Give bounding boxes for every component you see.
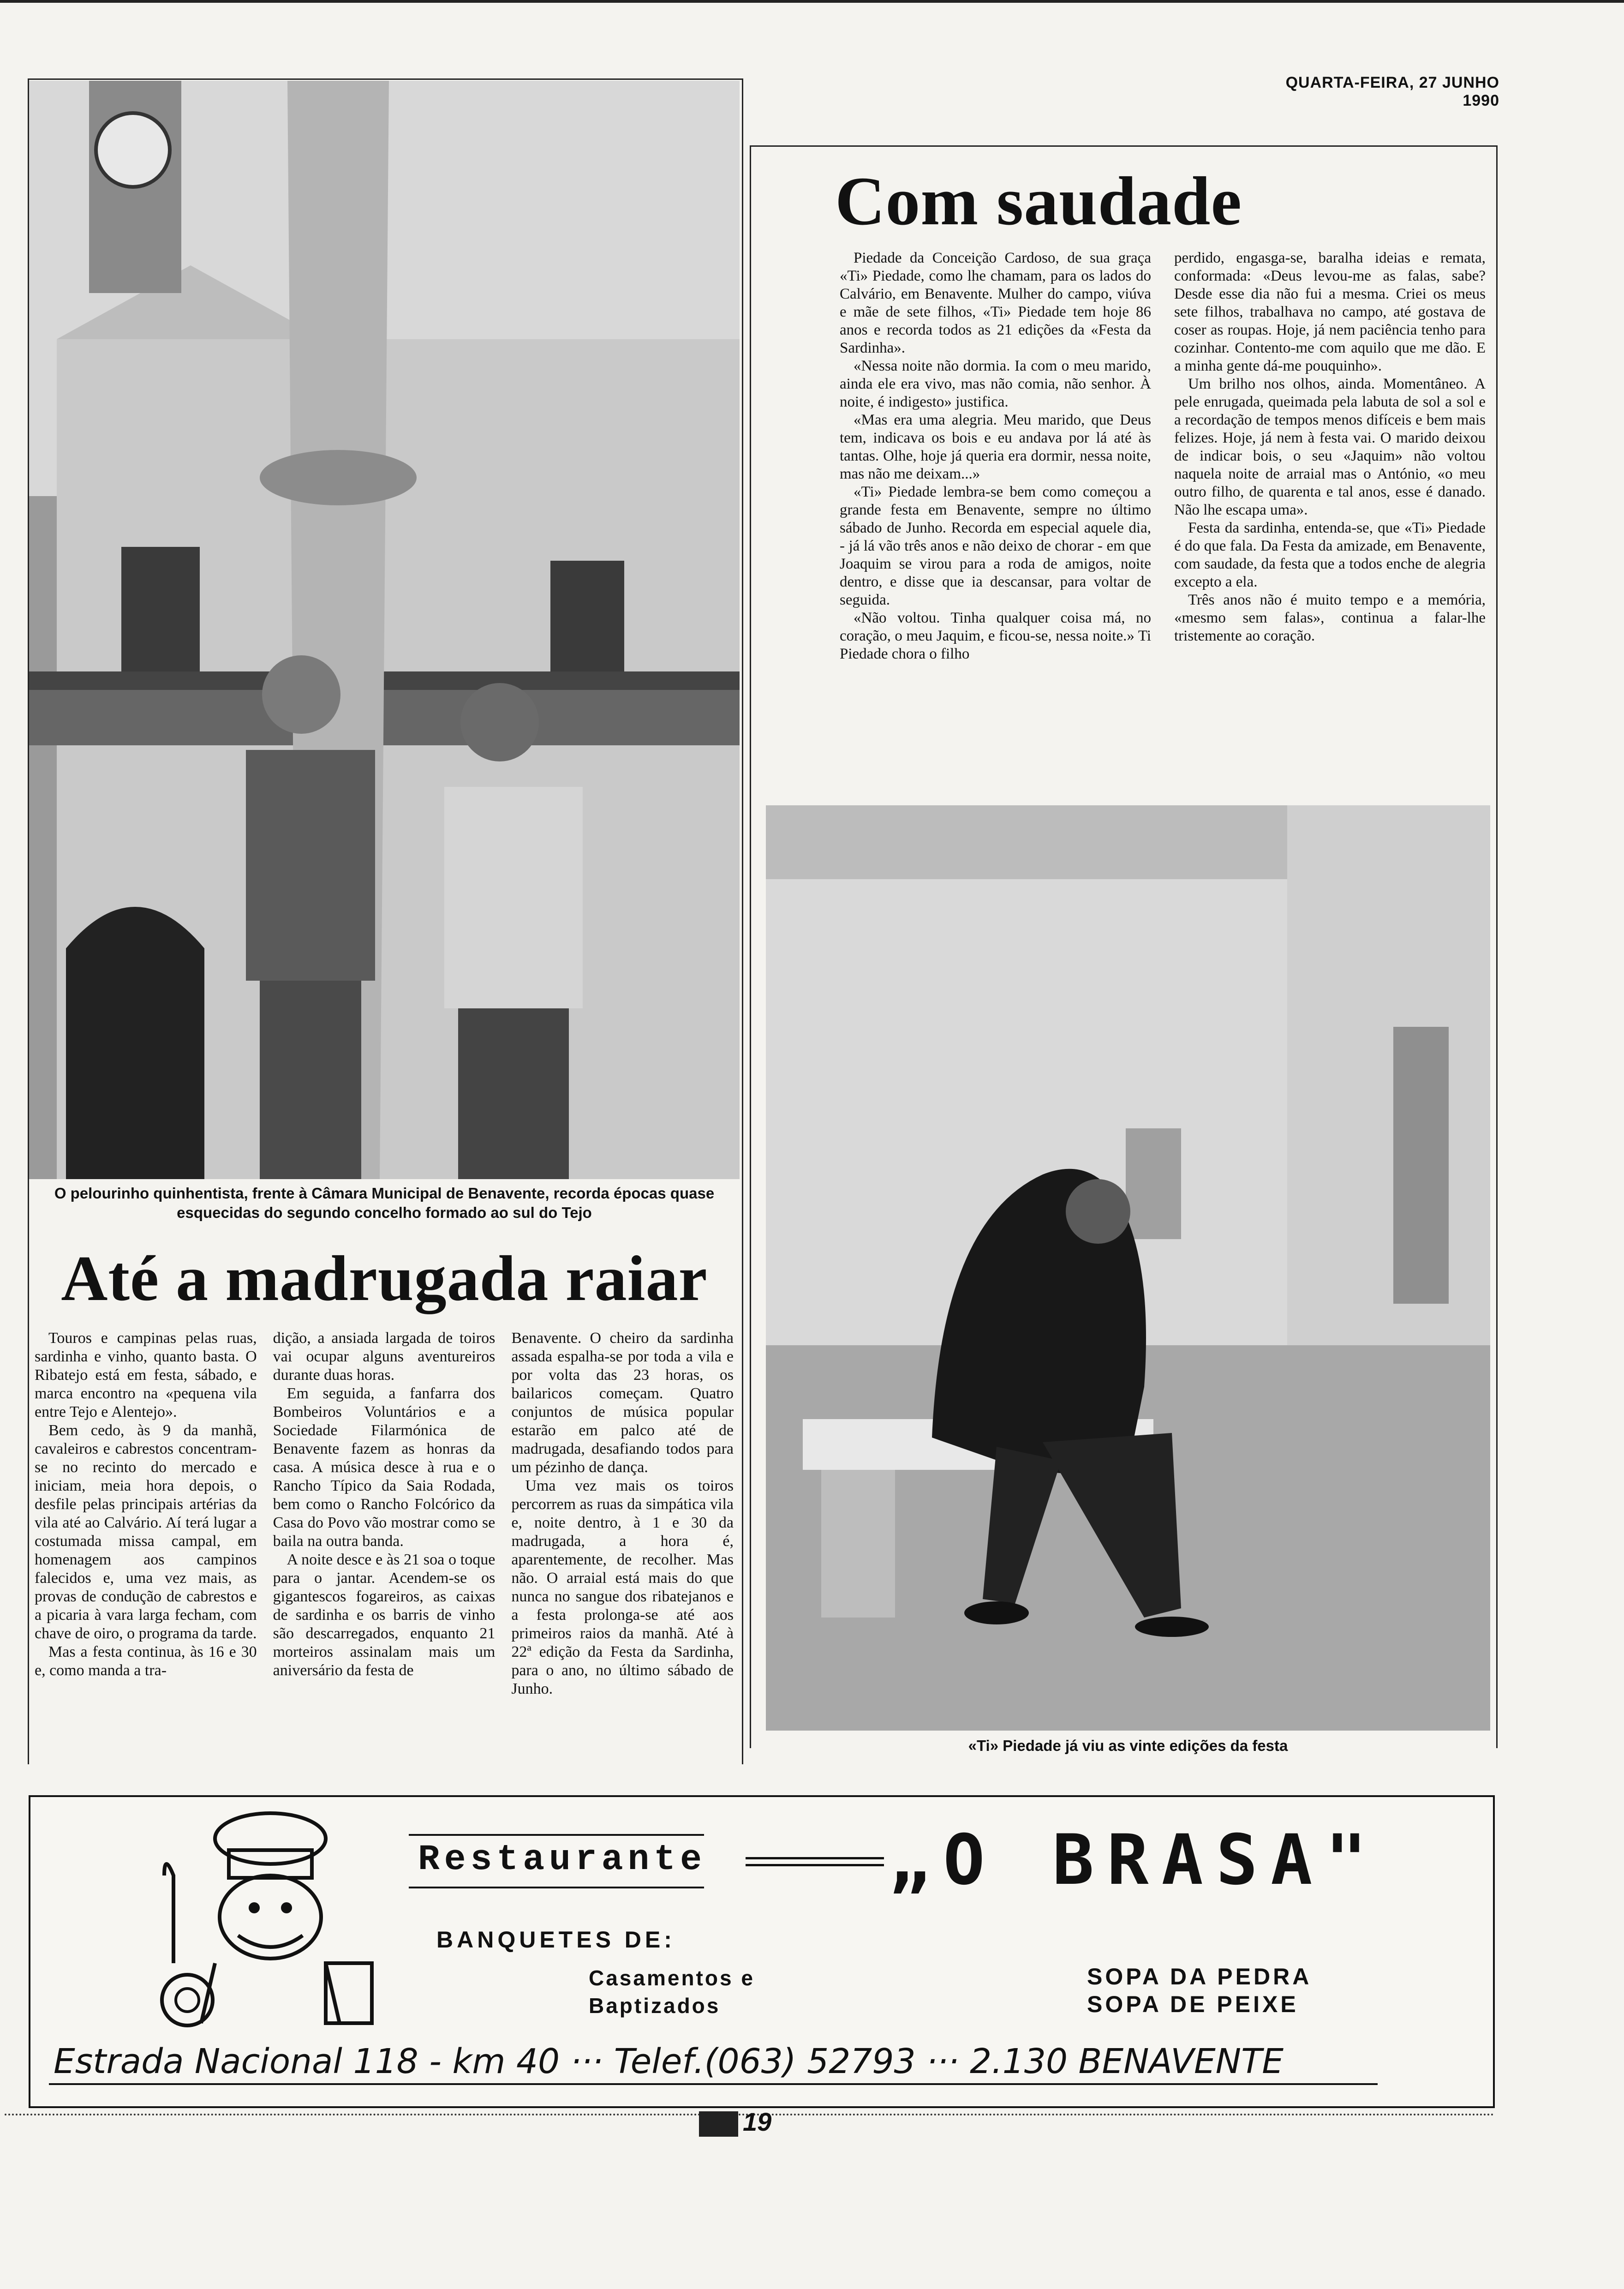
advert-address-rule	[49, 2083, 1378, 2085]
left-column-2	[273, 1329, 496, 1698]
left-headline: Até a madrugada raiar	[61, 1243, 708, 1314]
paragraph: Festa da sardinha, entenda-se, que «Ti» Piedade é do que fala. Da Festa da amizade, em Benavente, com saudade, da festa que a todos enche de alegria excepto a ela.	[1174, 520, 1486, 590]
advert-title-line	[746, 1857, 884, 1866]
right-column-1	[840, 249, 1151, 663]
chef-illustration	[146, 1811, 386, 2028]
paragraph: A noite desce e às 21 soa o toque para o jantar. Acendem-se os gigantescos fogareiros, as caixas de sardinha e os barris de vinho são descarregados, enquanto 21 morteiros assinalam mais um aniversário da festa de	[273, 1551, 496, 1679]
piedade-photo-caption: «Ti» Piedade já viu as vinte edições da festa	[968, 1737, 1288, 1754]
right-article-body	[840, 249, 1486, 663]
advert-sopa-peixe: SOPA DE PEIXE	[1087, 1991, 1299, 2017]
page-number: 19	[743, 2107, 772, 2136]
advert-banquetes: BANQUETES DE:	[436, 1927, 675, 1953]
advert-sopa-pedra: SOPA DA PEDRA	[1087, 1964, 1312, 1989]
paragraph: Bem cedo, às 9 da manhã, cavaleiros e cabrestos concentram-se no recinto do mercado e iniciam, meia hora depois, o desfile pelas principais artérias da vila até ao Calvário. Aí terá lugar a costumada missa campal, em homenagem aos campinos falecidos e, uma vez mais, as provas de condução de cabrestos e a picaria à vara larga fecham, com chave de oiro, o programa da tarde.	[35, 1422, 257, 1642]
pillory-photo-caption: O pelourinho quinhentista, frente à Câmara Municipal de Benavente, recorda épocas quase esquecidas do segundo concelho formado ao sul do Tejo	[54, 1185, 715, 1221]
paragraph: perdido, engasga-se, baralha ideias e remata, conformada: «Deus levou-me as falas, sabe? Desde esse dia não fui a mesma. Criei os meus sete filhos, trabalhava no campo, até gostava de coser as roupas. Hoje, já nem paciência tenho para cozinhar. Contento-me com aquilo que me dão. E a minha gente dá-me pouquinho».	[1174, 250, 1486, 374]
paragraph: «Não voltou. Tinha qualquer coisa má, no coração, o meu Jaquim, e ficou-se, nessa noite.» Ti Piedade chora o filho	[840, 610, 1151, 662]
paragraph: dição, a ansiada largada de toiros vai ocupar alguns aventureiros durante duas horas.	[273, 1330, 496, 1384]
left-column-3	[511, 1329, 734, 1698]
paragraph: Mas a festa continua, às 16 e 30 e, como manda a tra-	[35, 1643, 257, 1679]
newspaper-logo	[699, 2111, 738, 2137]
advert-casamentos: Casamentos e	[589, 1966, 755, 1990]
piedade-photo	[766, 805, 1490, 1731]
paragraph: Um brilho nos olhos, ainda. Momentâneo. A pele enrugada, queimada pela labuta de sol a sol e a recordação de tempos menos difíceis e bem mais felizes. Hoje, já nem à festa vai. O marido deixou de indicar bois, o seu «Jaquim» não voltou naquela noite de arraial mas o António, «o meu outro filho, de quarenta e tal anos, esse é danado. Não lhe escapa uma».	[1174, 376, 1486, 518]
advert-address: Estrada Nacional 118 - km 40 ··· Telef.(063) 52793 ··· 2.130 BENAVENTE	[54, 2042, 1284, 2081]
issue-date: QUARTA-FEIRA, 27 JUNHO 1990	[1285, 74, 1499, 109]
paragraph: «Mas era uma alegria. Meu marido, que Deus tem, indicava os bois e eu andava por lá até às tantas. Olhe, hoje já queria era dormir, nessa noite, mas não me deixam...»	[840, 412, 1151, 482]
paragraph: Benavente. O cheiro da sardinha assada espalha-se por toda a vila e por volta das 23 horas, os bailaricos começam. Quatro conjuntos de música popular estarão em palco até de madrugada, desafiando todos para um pézinho de dança.	[511, 1330, 734, 1476]
paragraph: Três anos não é muito tempo e a memória, «mesmo sem falas», continua a falar-lhe tristemente ao coração.	[1174, 592, 1486, 644]
paragraph: «Ti» Piedade lembra-se bem como começou a grande festa em Benavente, sempre no último sábado de Junho. Recorda em especial aquele dia, - já lá vão três anos e não deixo de chorar - em que Joaquim se virou para a roda de amigos, noite dentro, e disse que ia descansar, para voltar de seguida.	[840, 484, 1151, 608]
paragraph: «Nessa noite não dormia. Ia com o meu marido, ainda ele era vivo, mas não comia, não senhor. À noite, é indigesto» justifica.	[840, 358, 1151, 410]
pillory-photo	[29, 81, 740, 1179]
top-rule	[0, 0, 1624, 3]
advert-baptizados: Baptizados	[589, 1994, 721, 2018]
paragraph: Em seguida, a fanfarra dos Bombeiros Voluntários e a Sociedade Filarmónica de Benavente fazem as honras da casa. A música desce à rua e o Rancho Típico da Saia Rodada, bem como o Rancho Folcórico da Casa do Povo vão mostrar como se baila na outra banda.	[273, 1385, 496, 1550]
paragraph: Piedade da Conceição Cardoso, de sua graça «Ti» Piedade, como lhe chamam, para os lados do Calvário, em Benavente. Mulher do campo, viúva e mãe de sete filhos, «Ti» Piedade tem hoje 86 anos e recorda todos as 21 edições da «Festa da Sardinha».	[840, 250, 1151, 356]
paragraph: Uma vez mais os toiros percorrem as ruas da simpática vila e, noite dentro, à 1 e 30 da madrugada, a hora é, aparentemente, de recolher. Mas não. O arraial está mais do que nunca no sangue dos ribatejanos e a festa prolonga-se até aos primeiros raios da manhã. Até à 22ª edição da Festa da Sardinha, para o ano, no último sábado de Junho.	[511, 1477, 734, 1697]
right-headline: Com saudade	[835, 163, 1242, 240]
restaurant-advert	[29, 1795, 1495, 2108]
right-column-2	[1174, 249, 1486, 663]
left-column-1	[35, 1329, 257, 1698]
advert-restaurante: Restaurante	[418, 1840, 706, 1880]
paragraph: Touros e campinas pelas ruas, sardinha e vinho, quanto basta. O Ribatejo está em festa, sábado, e marca encontro na «pequena vila entre Tejo e Alentejo».	[35, 1330, 257, 1420]
advert-restaurant-name: „O BRASA"	[889, 1820, 1380, 1900]
left-article-body	[35, 1329, 734, 1698]
